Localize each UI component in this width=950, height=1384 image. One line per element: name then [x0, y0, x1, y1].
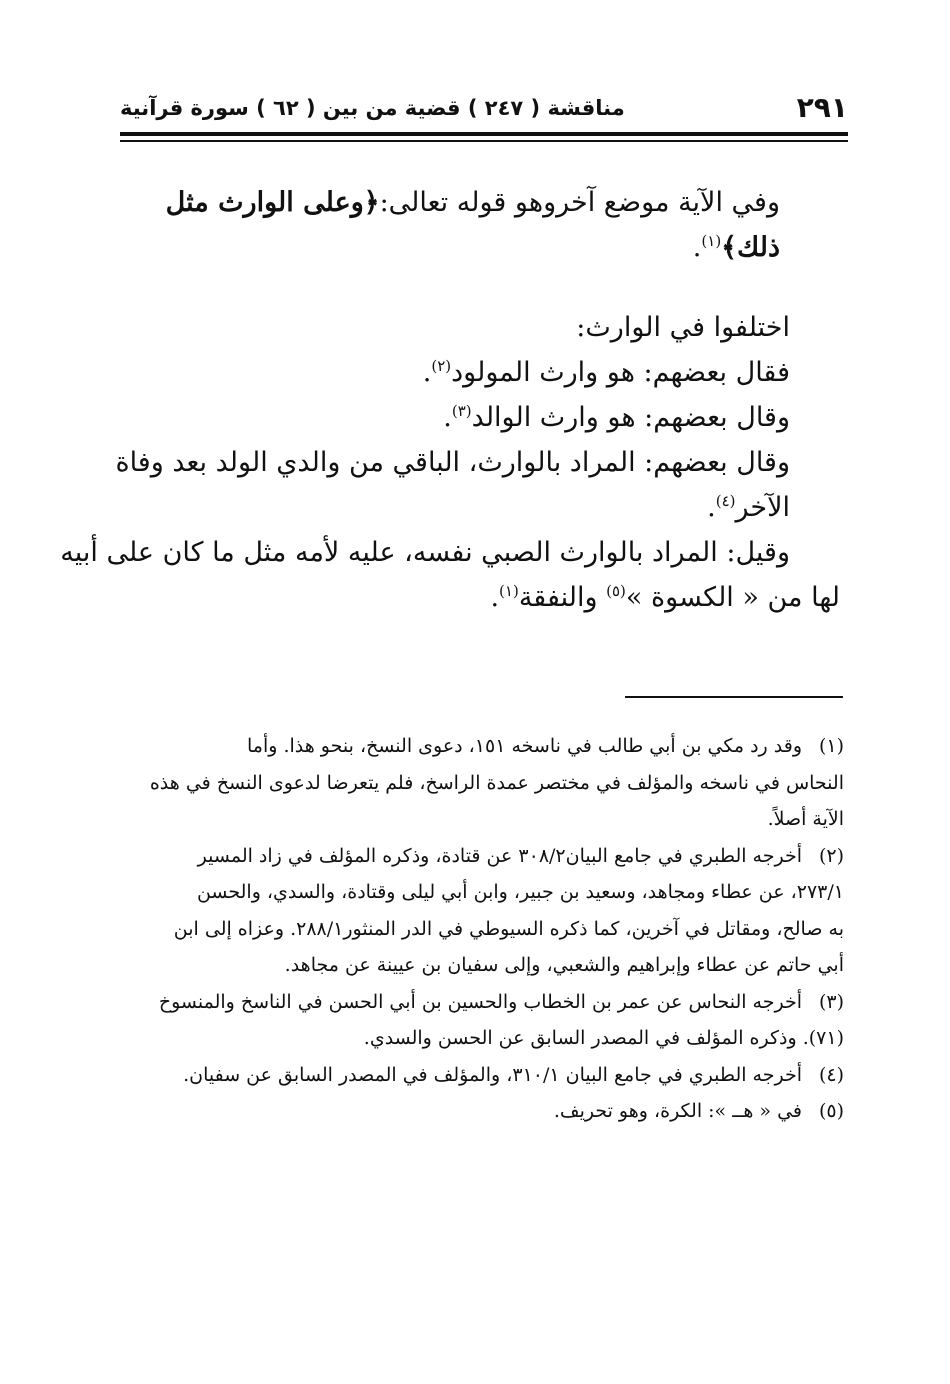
footnote-line: (٧١). وذكره المؤلف في المصدر السابق عن الحسن والسدي.: [363, 1027, 844, 1049]
intro-end: .: [692, 232, 702, 263]
footnote-1: [118, 728, 844, 838]
footnote-ref: (٣): [451, 402, 472, 420]
footnote-4: [118, 1057, 844, 1094]
footnote-ref: (١): [701, 232, 722, 250]
footnote-line: أخرجه الطبري في جامع البيان٣٠٨/٢ عن قتادة، وذكره المؤلف في زاد المسير: [197, 844, 802, 867]
footnote-line: أخرجه النحاس عن عمر بن الخطاب والحسين بن أبي الحسن في الناسخ والمنسوخ: [158, 990, 802, 1013]
footnotes-block: [118, 728, 844, 1130]
footnote-line: في « هــ »: الكرة، وهو تحريف.: [553, 1100, 802, 1122]
footnote-line: وقد رد مكي بن أبي طالب في ناسخه ١٥١، دعوى النسخ، بنحو هذا. وأما: [247, 735, 802, 757]
footnote-line: به صالح، ومقاتل في آخرين، كما ذكره السيوطي في الدر المنثور٢٨٨/١. وعزاه إلى ابن: [173, 917, 844, 940]
text-line-4: وقال بعضهم: المراد بالوارث، الباقي من والدي الولد بعد وفاة: [115, 447, 790, 478]
text-line-4b: [120, 485, 840, 530]
footnote-ref: (٤): [715, 492, 736, 510]
intro-text: وفي الآية موضع آخروهو قوله تعالى:: [379, 187, 780, 218]
footnote-number: (٤): [818, 1063, 844, 1086]
running-title: مناقشة ( ٢٤٧ ) قضية من بين ( ٦٢ ) سورة قرآنية: [120, 96, 625, 120]
page-header: [120, 88, 848, 128]
line-4b-end: .: [707, 492, 716, 523]
quran-verse: ﴿وعلى الوارث مثل ذلك﴾: [165, 187, 780, 263]
footnote-5: [118, 1093, 844, 1130]
line-5-end: .: [490, 582, 500, 613]
footnote-line: النحاس في ناسخه والمؤلف في مختصر عمدة الراسخ، فلم يتعرضا لدعوى النسخ في هذه: [149, 771, 844, 794]
footnote-number: (١): [818, 735, 844, 757]
line-4b-text: الآخر: [735, 492, 790, 523]
footnote-separator: [625, 696, 843, 698]
text-line-5b: [120, 575, 840, 620]
line-5c-text: والنفقة: [518, 582, 607, 613]
text-line-1: اختلفوا في الوارث:: [576, 312, 790, 343]
text-line-3: [120, 395, 840, 440]
line-3-text: وقال بعضهم: هو وارث الوالد: [471, 402, 790, 433]
footnote-2: [118, 838, 844, 984]
footnote-line: ٢٧٣/١، عن عطاء ومجاهد، وسعيد بن جبير، وابن أبي ليلى وقتادة، والسدي، والحسن: [196, 881, 844, 903]
text-line-2: [120, 350, 840, 395]
header-rule-thin: [120, 140, 848, 142]
text-line-5: وقيل: المراد بالوارث الصبي نفسه، عليه لأمه مثل ما كان على أبيه: [60, 537, 790, 568]
line-2-text: فقال بعضهم: هو وارث المولود: [451, 357, 790, 388]
line-5b-text: لها من « الكسوة »: [625, 582, 840, 613]
intro-paragraph: [140, 180, 780, 270]
main-text-block: [60, 305, 840, 620]
footnote-3: [118, 984, 844, 1057]
footnote-line: الآية أصلاً.: [767, 808, 844, 830]
footnote-ref: (١): [499, 582, 519, 600]
footnote-number: (٥): [818, 1100, 844, 1122]
line-2-end: .: [422, 357, 432, 388]
footnote-ref: (٢): [431, 357, 452, 375]
page-number: ٢٩١: [796, 91, 848, 124]
footnote-number: (٢): [818, 844, 844, 867]
header-rule-thick: [120, 132, 848, 136]
line-3-end: .: [443, 402, 452, 433]
footnote-line: أخرجه الطبري في جامع البيان ٣١٠/١، والمؤلف في المصدر السابق عن سفيان.: [183, 1063, 802, 1086]
footnote-line: أبي حاتم عن عطاء وإبراهيم والشعبي، وإلى سفيان بن عيينة عن مجاهد.: [284, 954, 844, 976]
footnote-number: (٣): [818, 990, 844, 1013]
footnote-ref: (٥): [606, 582, 626, 600]
